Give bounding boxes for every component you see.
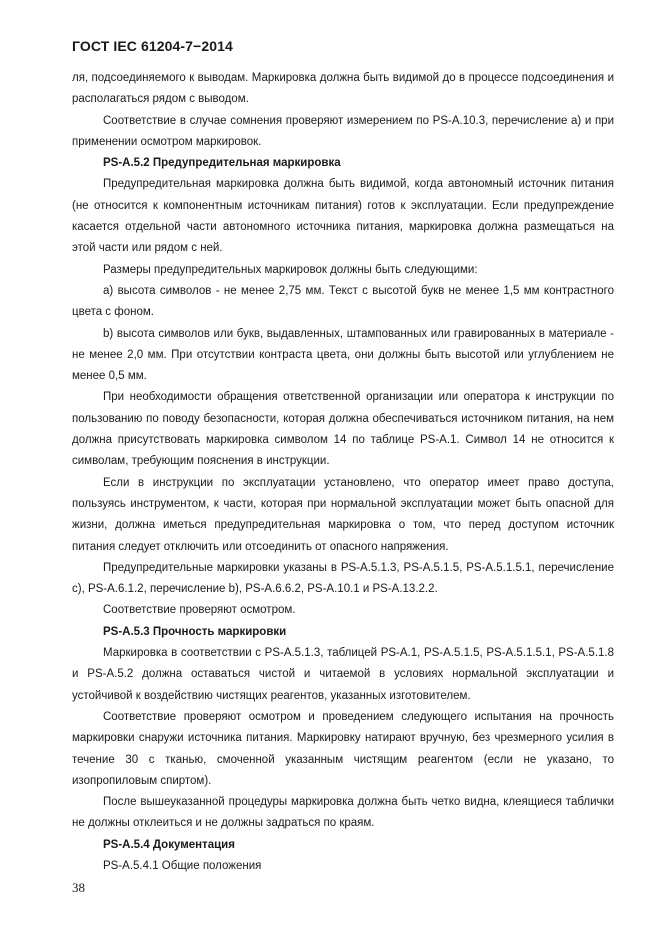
body-paragraph: Если в инструкции по эксплуатации установлено, что оператор имеет право доступа, пользуясь инструментом, к части, которая при нормальной эксплуатации может быть опасной для жизни, должна иметься предупредительная маркировка о том, что перед доступом источник питания следует отключить или отсоединить от опасного напряжения. — [72, 476, 614, 553]
section-heading: PS-A.5.3 Прочность маркировки — [103, 625, 287, 638]
page-number: 38 — [72, 880, 85, 895]
list-item: b) высота символов или букв, выдавленных, штампованных или гравированных в материале - не менее 2,0 мм. При отсутствии контраста цвета, они должны быть высотой или углублением не менее 0,5 мм. — [72, 327, 614, 383]
body-paragraph: После вышеуказанной процедуры маркировка должна быть четко видна, клеящиеся таблички не должны отклеиться и не должны задраться по краям. — [72, 796, 614, 830]
body-paragraph: Соответствие в случае сомнения проверяют измерением по PS-A.10.3, перечисление а) и при применении осмотром маркировок. — [72, 114, 614, 148]
body-paragraph: Соответствие проверяют осмотром. — [103, 604, 296, 617]
body-paragraph: Размеры предупредительных маркировок должны быть следующими: — [103, 263, 478, 276]
body-paragraph: При необходимости обращения ответственной организации или оператора к инструкции по пользованию по поводу безопасности, которая должна обеспечиваться источником питания, на нем должна присутствовать маркировка символом 14 по таблице PS-A.1. Символ 14 не относится к символам, требующим пояснения в инструкции. — [72, 391, 614, 468]
subsection-title: PS-A.5.4.1 Общие положения — [103, 859, 262, 872]
list-item: a) высота символов - не менее 2,75 мм. Текст с высотой букв не менее 1,5 мм контрастного цвета с фоном. — [72, 284, 614, 319]
document-header: ГОСТ IEC 61204-7−2014 — [72, 38, 233, 54]
body-paragraph: Предупредительные маркировки указаны в PS-A.5.1.3, PS-A.5.1.5, PS-A.5.1.5.1, перечисление с), PS-A.6.1.2, перечисление b), PS-A.6.6.2, PS-A.10.1 и PS-A.13.2.2. — [72, 561, 614, 596]
section-heading: PS-A.5.4 Документация — [103, 838, 235, 851]
body-paragraph: ля, подсоединяемого к выводам. Маркировка должна быть видимой до в процессе подсоединения и располагаться рядом с выводом. — [72, 72, 614, 106]
section-heading: PS-A.5.2 Предупредительная маркировка — [103, 157, 341, 170]
body-paragraph: Соответствие проверяют осмотром и проведением следующего испытания на прочность маркировки снаружи источника питания. Маркировку натирают вручную, без чрезмерного усилия в течение 30 с тканью, смоченной указанным чистящим реагентом (если не указано, то изопропиловым спиртом). — [72, 710, 614, 787]
body-paragraph: Предупредительная маркировка должна быть видимой, когда автономный источник питания (не относится к компонентным источникам питания) готов к эксплуатации. Если предупреждение касается отдельной части автономного источника питания, маркировка должна размещаться на этой части или рядом с ней. — [72, 178, 614, 255]
document-body — [72, 68, 614, 877]
body-paragraph: Маркировка в соответствии с PS-A.5.1.3, таблицей PS-A.1, PS-A.5.1.5, PS-A.5.1.5.1, PS-A.5.1.8 и PS-A.5.2 должна оставаться чистой и читаемой в условиях нормальной эксплуатации и устойчивой к воздействию чистящих реагентов, указанных изготовителем. — [72, 647, 614, 702]
